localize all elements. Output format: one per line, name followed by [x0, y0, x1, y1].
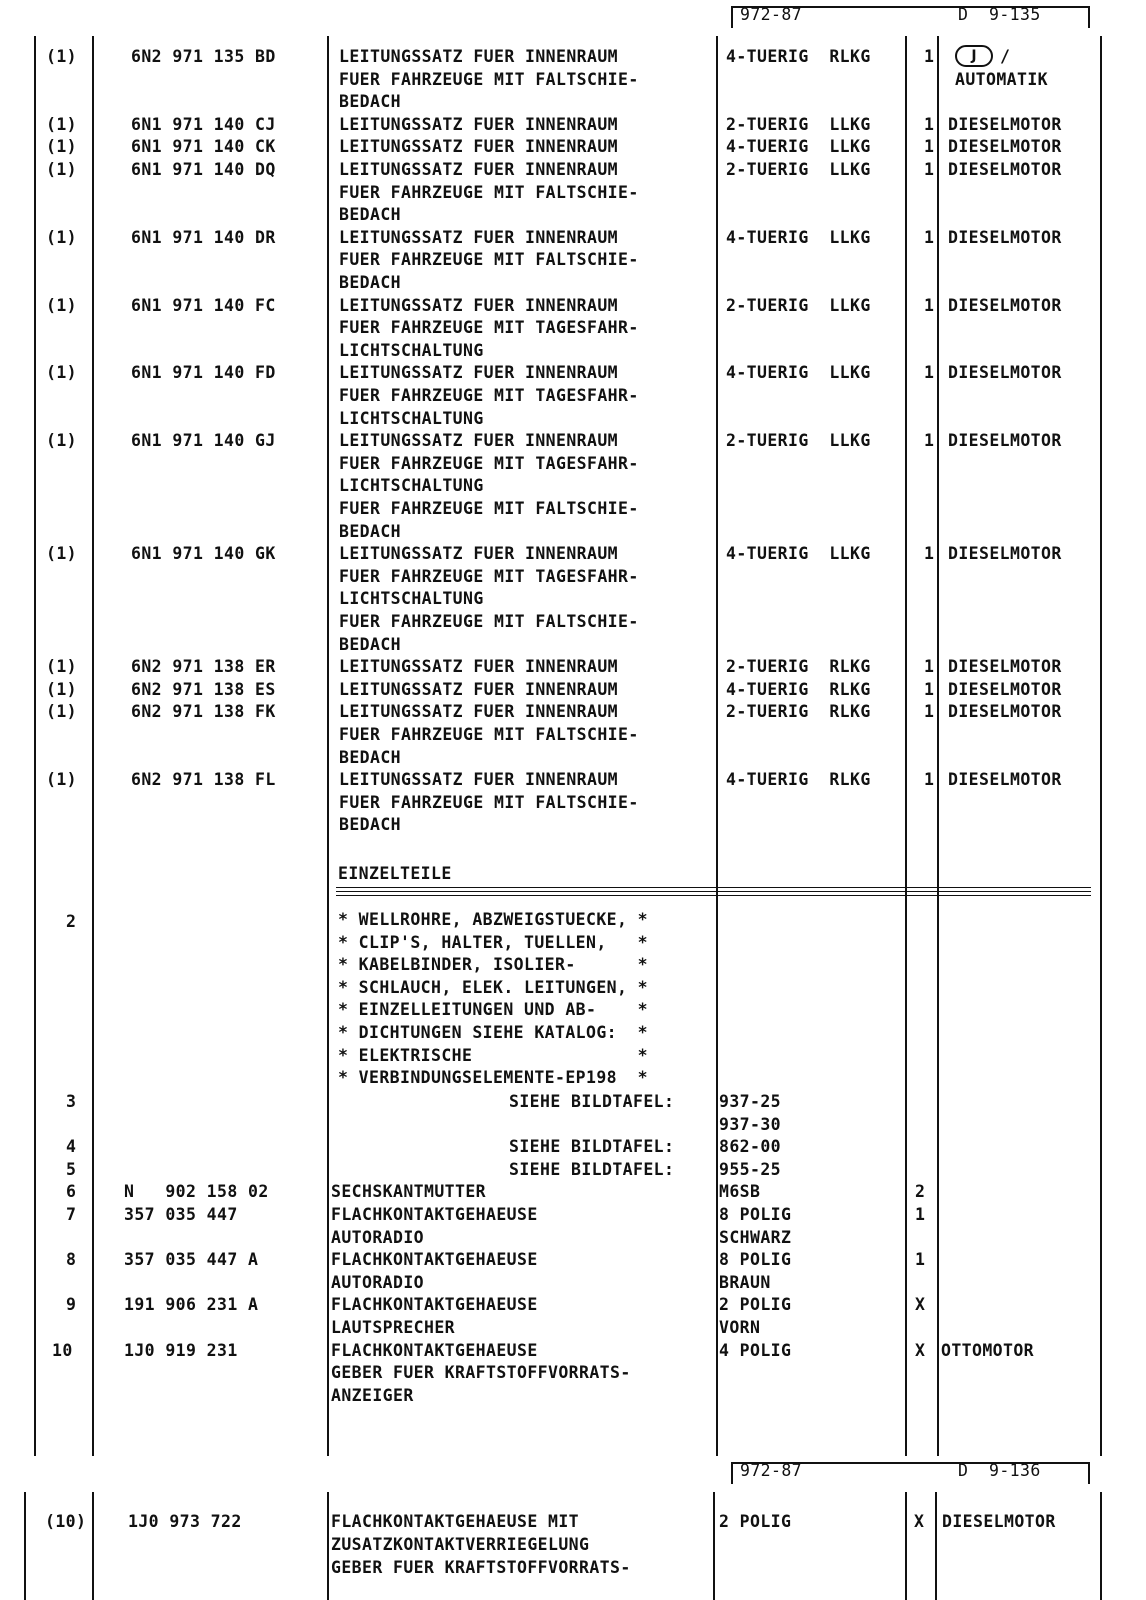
row-pos: (1): [46, 47, 78, 66]
row-description: LICHTSCHALTUNG: [339, 476, 484, 496]
notice-line: * ELEKTRISCHE *: [338, 1045, 649, 1065]
row-description: FUER FAHRZEUGE MIT FALTSCHIE-: [339, 182, 639, 202]
ref-label: SIEHE BILDTAFEL:: [509, 1092, 675, 1111]
item-pos: 6: [66, 1182, 77, 1202]
item-pos: 9: [66, 1295, 77, 1315]
item-qty: 2: [915, 1182, 926, 1202]
row-part-number: 6N2 971 138 ER: [131, 657, 276, 677]
item-remark: OTTOMOTOR: [941, 1340, 1035, 1360]
row-description: BEDACH: [339, 815, 402, 835]
row-description: FUER FAHRZEUGE MIT FALTSCHIE-: [339, 69, 639, 89]
row-qty: 1: [924, 295, 935, 315]
row-description: LEITUNGSSATZ FUER INNENRAUM: [339, 702, 619, 722]
row-part-number: 6N1 971 140 FD: [131, 363, 276, 383]
row-part-number: 6N2 971 138 ES: [131, 679, 276, 699]
row-qty: 1: [924, 702, 935, 722]
footer-remark: DIESELMOTOR: [942, 1512, 1056, 1531]
item-spec: VORN: [719, 1318, 761, 1337]
row-remark: DIESELMOTOR: [948, 160, 1062, 179]
footer-pos: (10): [45, 1512, 87, 1531]
item-description: FLACHKONTAKTGEHAEUSE: [331, 1295, 538, 1315]
row-pos: (1): [46, 679, 78, 699]
notice-pos: 2: [66, 912, 77, 931]
item-qty: X: [915, 1295, 926, 1315]
rule-pos: [92, 36, 94, 1456]
row-pos: (1): [46, 544, 78, 564]
row-remark: DIESELMOTOR: [948, 363, 1062, 383]
item-description: FLACHKONTAKTGEHAEUSE: [331, 1340, 538, 1360]
row-pos: (1): [46, 114, 78, 134]
footer-rule-pos: [92, 1492, 94, 1600]
ref-pos: 4: [66, 1137, 77, 1157]
ref-value: 862-00: [719, 1137, 782, 1157]
einzelteile-rule-2: [336, 891, 1091, 892]
row-spec: 2-TUERIG LLKG: [726, 295, 871, 315]
row-description: LEITUNGSSATZ FUER INNENRAUM: [339, 657, 619, 677]
row-description: LEITUNGSSATZ FUER INNENRAUM: [339, 431, 619, 451]
notice-line: * DICHTUNGEN SIEHE KATALOG: *: [338, 1023, 649, 1042]
row-spec: 2-TUERIG LLKG: [726, 114, 871, 134]
row-description: LEITUNGSSATZ FUER INNENRAUM: [339, 137, 619, 157]
row-description: LEITUNGSSATZ FUER INNENRAUM: [339, 295, 619, 315]
ref-pos: 3: [66, 1092, 77, 1111]
item-description: AUTORADIO: [331, 1227, 425, 1247]
row-remark: DIESELMOTOR: [948, 295, 1062, 315]
row-pos: (1): [46, 657, 78, 677]
rule-qty: [937, 36, 939, 1456]
row-pos: (1): [46, 137, 78, 157]
item-spec: 8 POLIG: [719, 1205, 792, 1224]
notice-line: * KABELBINDER, ISOLIER- *: [338, 955, 649, 975]
row-description: LEITUNGSSATZ FUER INNENRAUM: [339, 227, 619, 247]
row-remark: DIESELMOTOR: [948, 770, 1062, 790]
row-remark: DIESELMOTOR: [948, 702, 1062, 722]
item-description: ANZEIGER: [331, 1385, 414, 1405]
row-remark: DIESELMOTOR: [948, 431, 1062, 451]
row-description: FUER FAHRZEUGE MIT FALTSCHIE-: [339, 612, 639, 631]
row-spec: 4-TUERIG RLKG: [726, 47, 871, 66]
footer-desc-1: FLACHKONTAKTGEHAEUSE MIT: [331, 1512, 580, 1531]
row-qty: 1: [924, 363, 935, 383]
row-qty: 1: [924, 160, 935, 179]
row-part-number: 6N2 971 138 FK: [131, 702, 276, 722]
row-description: LEITUNGSSATZ FUER INNENRAUM: [339, 160, 619, 179]
row-part-number: 6N1 971 140 FC: [131, 295, 276, 315]
row-description: LICHTSCHALTUNG: [339, 589, 484, 609]
row-part-number: 6N1 971 140 GJ: [131, 431, 276, 451]
row-description: LEITUNGSSATZ FUER INNENRAUM: [339, 47, 619, 66]
circled-j-symbol: J: [955, 45, 993, 67]
row-qty: 1: [924, 770, 935, 790]
row-description: LEITUNGSSATZ FUER INNENRAUM: [339, 679, 619, 699]
ref-value: 937-30: [719, 1114, 782, 1134]
row-part-number: 6N1 971 140 CJ: [131, 114, 276, 134]
ref-pos: 5: [66, 1159, 77, 1179]
row-description: FUER FAHRZEUGE MIT FALTSCHIE-: [339, 499, 639, 518]
footer-rule-spec: [905, 1492, 907, 1600]
footer-rule-desc: [713, 1492, 715, 1600]
row-spec: 2-TUERIG LLKG: [726, 160, 871, 179]
row-pos: (1): [46, 227, 78, 247]
row-description: BEDACH: [339, 634, 402, 654]
row-qty: 1: [924, 47, 935, 66]
rule-right: [1100, 36, 1102, 1456]
row-spec: 4-TUERIG LLKG: [726, 227, 871, 247]
row-remark: AUTOMATIK: [955, 69, 1049, 89]
row-spec: 2-TUERIG RLKG: [726, 702, 871, 722]
row-description: BEDACH: [339, 521, 402, 541]
row-description: BEDACH: [339, 273, 402, 292]
rule-left: [34, 36, 36, 1456]
footer-desc-2: ZUSATZKONTAKTVERRIEGELUNG: [331, 1535, 590, 1554]
footer-part: 1J0 973 722: [128, 1512, 242, 1531]
einzelteile-heading: EINZELTEILE: [338, 864, 452, 883]
row-description: LICHTSCHALTUNG: [339, 340, 484, 360]
einzelteile-rule-3: [336, 895, 1091, 896]
footer-desc-3: GEBER FUER KRAFTSTOFFVORRATS-: [331, 1558, 631, 1577]
row-remark: DIESELMOTOR: [948, 114, 1062, 134]
row-remark: DIESELMOTOR: [948, 137, 1062, 157]
footer-rule-qty: [935, 1492, 937, 1600]
item-description: AUTORADIO: [331, 1272, 425, 1292]
row-qty: 1: [924, 679, 935, 699]
item-part-number: 357 035 447: [124, 1205, 238, 1224]
item-description: SECHSKANTMUTTER: [331, 1182, 487, 1202]
page-number: D 9-135: [958, 5, 1041, 24]
item-spec: SCHWARZ: [719, 1227, 792, 1247]
row-description: LEITUNGSSATZ FUER INNENRAUM: [339, 544, 619, 564]
row-remark: /: [1000, 47, 1011, 66]
row-description: FUER FAHRZEUGE MIT FALTSCHIE-: [339, 250, 639, 270]
item-part-number: 1J0 919 231: [124, 1340, 238, 1360]
row-description: FUER FAHRZEUGE MIT TAGESFAHR-: [339, 386, 639, 405]
row-pos: (1): [46, 295, 78, 315]
row-description: FUER FAHRZEUGE MIT TAGESFAHR-: [339, 453, 639, 473]
row-spec: 4-TUERIG LLKG: [726, 137, 871, 157]
row-description: LEITUNGSSATZ FUER INNENRAUM: [339, 363, 619, 383]
catalog-number: 972-87: [740, 5, 803, 24]
row-remark: DIESELMOTOR: [948, 657, 1062, 677]
rule-spec: [905, 36, 907, 1456]
item-spec: M6SB: [719, 1182, 761, 1202]
notice-line: * WELLROHRE, ABZWEIGSTUECKE, *: [338, 910, 649, 929]
ref-value: 955-25: [719, 1159, 782, 1179]
row-pos: (1): [46, 770, 78, 790]
footer-rule-right: [1100, 1492, 1102, 1600]
row-part-number: 6N2 971 138 FL: [131, 770, 276, 790]
row-qty: 1: [924, 431, 935, 451]
row-part-number: 6N1 971 140 CK: [131, 137, 276, 157]
item-description: FLACHKONTAKTGEHAEUSE: [331, 1250, 538, 1270]
row-remark: DIESELMOTOR: [948, 679, 1062, 699]
row-description: FUER FAHRZEUGE MIT FALTSCHIE-: [339, 725, 639, 744]
row-qty: 1: [924, 657, 935, 677]
row-remark: DIESELMOTOR: [948, 227, 1062, 247]
notice-line: * VERBINDUNGSELEMENTE-EP198 *: [338, 1068, 649, 1088]
row-description: FUER FAHRZEUGE MIT TAGESFAHR-: [339, 566, 639, 586]
footer-spec: 2 POLIG: [719, 1512, 792, 1531]
row-description: BEDACH: [339, 205, 402, 225]
footer-rule-left: [24, 1492, 26, 1600]
footer-rule-part: [327, 1492, 329, 1600]
item-qty: X: [915, 1340, 926, 1360]
ref-label: SIEHE BILDTAFEL:: [509, 1159, 675, 1179]
row-pos: (1): [46, 160, 78, 179]
row-pos: (1): [46, 431, 78, 451]
item-qty: 1: [915, 1250, 926, 1270]
row-qty: 1: [924, 114, 935, 134]
ref-value: 937-25: [719, 1092, 782, 1111]
item-qty: 1: [915, 1205, 926, 1224]
footer-catalog-number: 972-87: [740, 1461, 803, 1480]
row-spec: 4-TUERIG LLKG: [726, 363, 871, 383]
item-spec: 2 POLIG: [719, 1295, 792, 1315]
row-description: LEITUNGSSATZ FUER INNENRAUM: [339, 770, 619, 790]
item-pos: 10: [52, 1340, 73, 1360]
row-qty: 1: [924, 227, 935, 247]
footer-page-number: D 9-136: [958, 1461, 1041, 1480]
item-part-number: 191 906 231 A: [124, 1295, 259, 1315]
row-pos: (1): [46, 363, 78, 383]
row-part-number: 6N1 971 140 GK: [131, 544, 276, 564]
row-part-number: 6N1 971 140 DQ: [131, 160, 276, 179]
rule-desc: [716, 36, 718, 1456]
item-description: FLACHKONTAKTGEHAEUSE: [331, 1205, 538, 1224]
row-spec: 2-TUERIG RLKG: [726, 657, 871, 677]
row-part-number: 6N2 971 135 BD: [131, 47, 276, 66]
row-description: LEITUNGSSATZ FUER INNENRAUM: [339, 114, 619, 134]
row-qty: 1: [924, 137, 935, 157]
row-spec: 4-TUERIG RLKG: [726, 770, 871, 790]
rule-part: [327, 36, 329, 1456]
notice-line: * CLIP'S, HALTER, TUELLEN, *: [338, 932, 649, 952]
item-description: LAUTSPRECHER: [331, 1318, 456, 1337]
row-description: BEDACH: [339, 92, 402, 112]
row-part-number: 6N1 971 140 DR: [131, 227, 276, 247]
item-pos: 8: [66, 1250, 77, 1270]
row-qty: 1: [924, 544, 935, 564]
row-description: LICHTSCHALTUNG: [339, 408, 484, 428]
item-part-number: N 902 158 02: [124, 1182, 269, 1202]
footer-qty: X: [914, 1512, 925, 1531]
item-pos: 7: [66, 1205, 77, 1224]
item-description: GEBER FUER KRAFTSTOFFVORRATS-: [331, 1363, 631, 1383]
row-spec: 4-TUERIG LLKG: [726, 544, 871, 564]
notice-line: * EINZELLEITUNGEN UND AB- *: [338, 1000, 649, 1020]
einzelteile-rule-1: [336, 887, 1091, 888]
row-remark: DIESELMOTOR: [948, 544, 1062, 564]
row-pos: (1): [46, 702, 78, 722]
row-description: FUER FAHRZEUGE MIT TAGESFAHR-: [339, 318, 639, 338]
item-spec: 4 POLIG: [719, 1340, 792, 1360]
item-spec: 8 POLIG: [719, 1250, 792, 1270]
row-spec: 4-TUERIG RLKG: [726, 679, 871, 699]
item-part-number: 357 035 447 A: [124, 1250, 259, 1270]
item-spec: BRAUN: [719, 1272, 771, 1292]
row-description: BEDACH: [339, 747, 402, 767]
row-description: FUER FAHRZEUGE MIT FALTSCHIE-: [339, 792, 639, 812]
row-spec: 2-TUERIG LLKG: [726, 431, 871, 451]
notice-line: * SCHLAUCH, ELEK. LEITUNGEN, *: [338, 977, 649, 997]
ref-label: SIEHE BILDTAFEL:: [509, 1137, 675, 1157]
